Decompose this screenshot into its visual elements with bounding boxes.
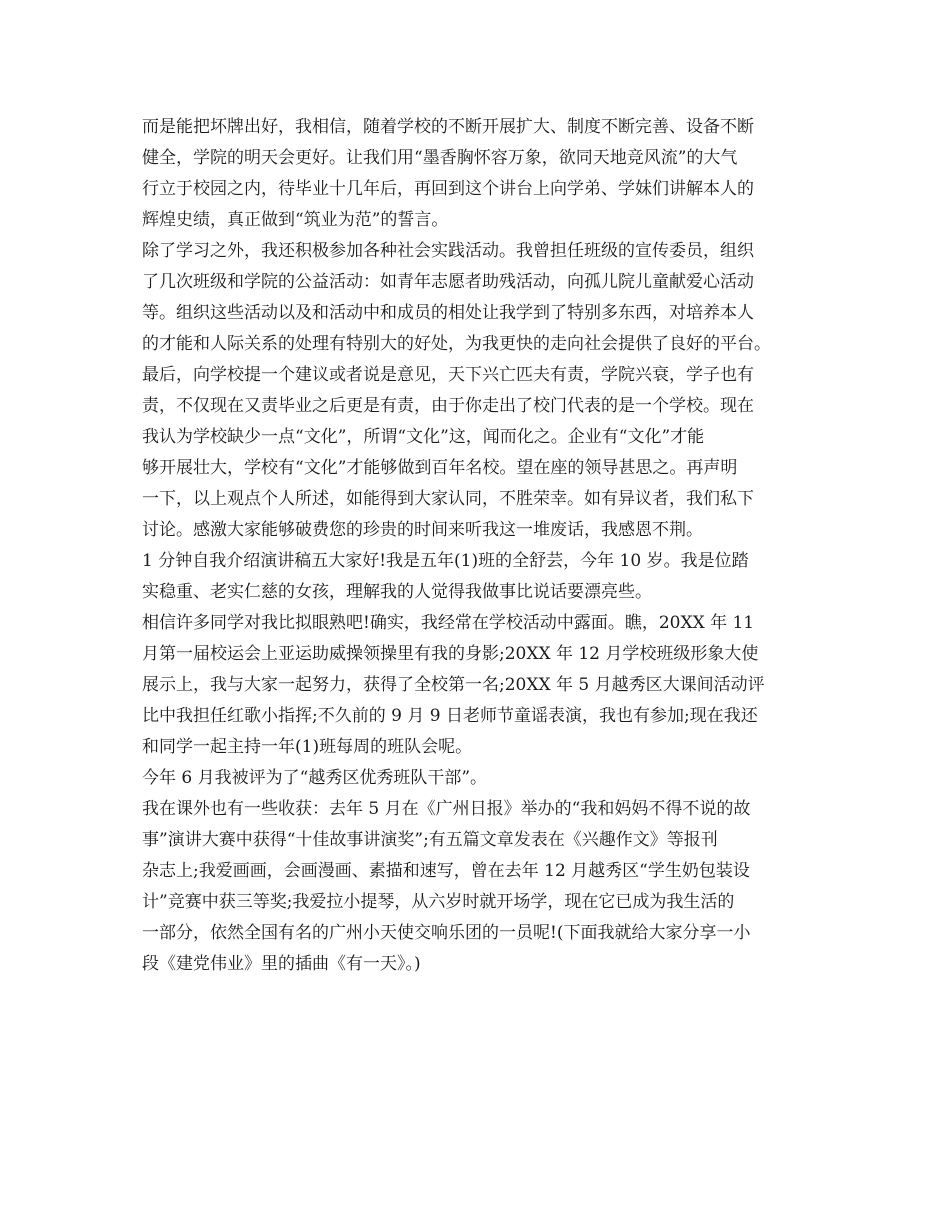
paragraph-closing-remarks: 而是能把坏牌出好，我相信，随着学校的不断开展扩大、制度不断完善、设备不断 健全，学院的明天会更好。让我们用“墨香胸怀容万象，欲同天地竞风流”的大气 行立于校园之内，待毕业十几年后，再回到这个讲台上向学弟、学妹们讲解本人的 辉煌史绩，真正做到“筑业为范”的誓言。 [142, 117, 754, 230]
paragraph-suggestion: 最后，向学校提一个建议或者说是意见，天下兴亡匹夫有责，学院兴衰，学子也有 责，不仅现在又责毕业之后更是有责，由于你走出了校门代表的是一个学校。现在 我认为学校缺少一点“文化”，所谓“文化”这，闻而化之。企业有“文化”才能 够开展壮大，学校有“文化”才能够做到百年名校。望在座的领导甚思之。再声明 一下，以上观点个人所述，如能得到大家认同，不胜荣幸。如有异议者，我们私下 讨论。感激大家能够破费您的珍贵的时间来听我这一堆废话，我感恩不荆。 [142, 365, 754, 540]
document-body [142, 112, 832, 980]
paragraph-self-intro: 1 分钟自我介绍演讲稿五大家好!我是五年(1)班的全舒芸，今年 10 岁。我是位踏 实稳重、老实仁慈的女孩，理解我的人觉得我做事比说话要漂亮些。 [142, 551, 749, 602]
paragraph-social-activities: 除了学习之外，我还积极参加各种社会实践活动。我曾担任班级的宣传委员，组织 了几次班级和学院的公益活动：如青年志愿者助残活动，向孤儿院儿童献爱心活动 等。组织这些活动以及和活动中和成员的相处让我学到了特别多东西，对培养本人 的才能和人际关系的处理有特别大的好处，为我更快的走向社会提供了良好的平台。 [142, 241, 771, 354]
paragraph-school-activities: 相信许多同学对我比拟眼熟吧!确实，我经常在学校活动中露面。瞧，20XX 年 11 月第一届校运会上亚运助威操领操里有我的身影;20XX 年 12 月学校班级形象大使 展示上，我与大家一起努力，获得了全校第一名;20XX 年 5 月越秀区大课间活动评 比中我担任红歌小指挥;不久前的 9 月 9 日老师节童谣表演，我也有参加;现在我还 和同学一起主持一年(1)班每周的班队会呢。 [142, 613, 765, 757]
paragraph-extracurricular: 我在课外也有一些收获：去年 5 月在《广州日报》举办的“我和妈妈不得不说的故 事”演讲大赛中获得“十佳故事讲演奖”;有五篇文章发表在《兴趣作文》等报刊 杂志上;我爱画画，会画漫画、素描和速写，曾在去年 12 月越秀区“学生奶包装设 计”竞赛中获三等奖;我爱拉小提琴，从六岁时就开场学，现在它已成为我生活的 一部分，依然全国有名的广州小天使交响乐团的一员呢!(下面我就给大家分享一小 段《建党伟业》里的插曲《有一天》。) [142, 799, 751, 974]
paragraph-award: 今年 6 月我被评为了“越秀区优秀班队干部”。 [142, 768, 488, 788]
